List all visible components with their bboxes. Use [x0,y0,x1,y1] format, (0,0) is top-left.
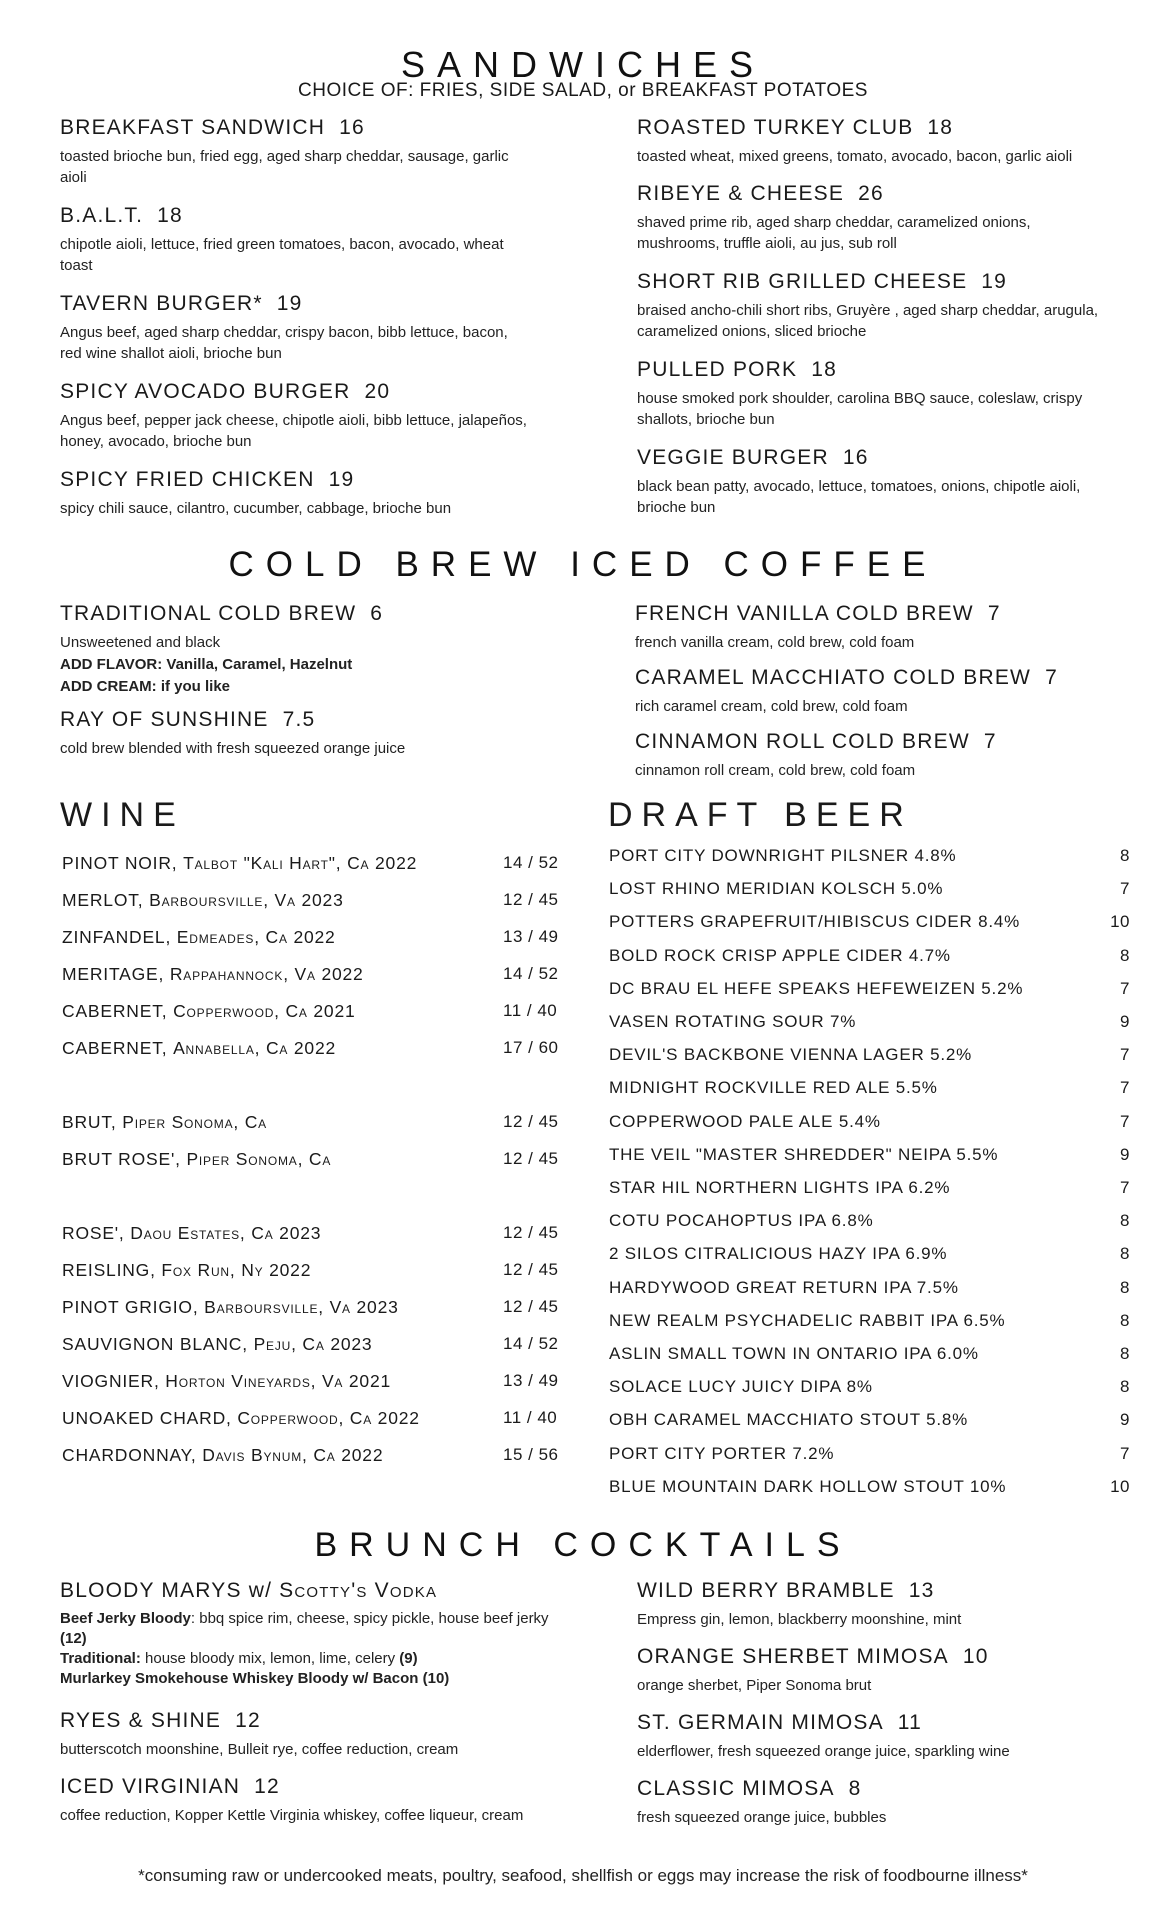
wine-item [62,1038,336,1059]
item-description: Unsweetened and black [60,634,221,651]
menu-item [635,602,1115,654]
coffee-title: COLD BREW ICED COFFEE [228,545,938,584]
menu-item [637,1777,1117,1828]
wine-producer: Davis Bynum, Ca 2022 [202,1445,384,1465]
menu-item [60,1709,550,1763]
beer-price: 8 [1120,846,1130,865]
item-description: toasted wheat, mixed greens, tomato, avocado, bacon, garlic aioli [637,148,1073,165]
beer-item: MIDNIGHT ROCKVILLE RED ALE 5.5% [609,1078,938,1098]
item-name: CLASSIC MIMOSA [637,1777,835,1800]
sandwiches-title: SANDWICHES [400,44,766,85]
beer-price: 9 [1120,1012,1130,1031]
menu-item [60,292,530,368]
wine-producer: Annabella, Ca 2022 [173,1038,337,1058]
wine-name: BRUT, [62,1112,123,1132]
item-price: 8 [848,1777,862,1800]
item-name: TRADITIONAL COLD BREW [60,602,357,625]
sandwiches-subtitle: CHOICE OF: FRIES, SIDE SALAD, or BREAKFAST POTATOES [298,80,868,101]
item-price: 16 [339,116,365,139]
menu-item [637,358,1117,434]
wine-producer: Fox Run, Ny 2022 [161,1260,312,1280]
wine-price: 11 / 40 [503,1408,558,1427]
wine-price: 14 / 52 [503,1334,559,1353]
footnote: *consuming raw or undercooked meats, poultry, seafood, shellfish or eggs may increase the risk of foodbourne illness* [138,1866,1028,1885]
menu-item [60,468,530,528]
beer-price: 8 [1120,1211,1130,1231]
beer-price: 8 [1120,945,1130,965]
item-price: 7 [983,730,997,753]
item-description: orange sherbet, Piper Sonoma brut [637,1677,872,1694]
item-price: 7 [987,602,1001,625]
beer-price: 7 [1120,1111,1130,1131]
item-price: 12 [235,1709,261,1732]
item-price: 26 [858,182,884,205]
wine-price: 12 / 45 [503,890,559,909]
sandwiches-left-column [60,116,530,540]
menu-item [60,1775,550,1826]
item-price: 10 [962,1645,989,1668]
beer-item: PORT CITY DOWNRIGHT PILSNER 4.8% [609,846,957,865]
item-name: VEGGIE BURGER [637,446,829,469]
item-description: Angus beef, aged sharp cheddar, crispy bacon, bibb lettuce, bacon, red wine shallot aioli, brioche bun [60,324,508,362]
menu-item [60,708,530,759]
wine-item [62,1260,311,1281]
wine-producer: Edmeades, Ca 2022 [176,927,336,947]
item-name: CARAMEL MACCHIATO COLD BREW [635,666,1032,689]
beer-item: POTTERS GRAPEFRUIT/HIBISCUS CIDER 8.4% [609,912,1021,932]
item-name: RAY OF SUNSHINE [60,708,269,731]
add-cream-value: if you like [156,678,231,695]
beer-item: DEVIL'S BACKBONE VIENNA LAGER 5.2% [609,1045,973,1065]
item-description: house smoked pork shoulder, carolina BBQ sauce, coleslaw, crispy shallots, brioche bun [637,390,1083,428]
bloody-option: Murlarkey Smokehouse Whiskey Bloody w/ Bacon (10) [60,1670,450,1687]
menu-item [637,1711,1117,1765]
item-description: chipotle aioli, lettuce, fried green tomatoes, bacon, avocado, wheat toast [60,236,504,274]
item-description: toasted brioche bun, fried egg, aged sharp cheddar, sausage, garlic aioli [60,148,509,186]
beer-price: 7 [1120,1443,1130,1463]
item-description: spicy chili sauce, cilantro, cucumber, cabbage, brioche bun [60,500,452,517]
sandwiches-right-column [637,116,1117,534]
item-name: RYES & SHINE [60,1709,222,1732]
wine-price: 13 / 49 [503,927,559,946]
coffee-left-column [60,602,530,771]
menu-item [60,1579,550,1697]
wine-price: 14 / 52 [503,964,559,983]
item-name: ORANGE SHERBET MIMOSA [637,1645,949,1668]
beer-item: BOLD ROCK CRISP APPLE CIDER 4.7% [609,945,951,965]
item-name: SHORT RIB GRILLED CHEESE [637,270,968,293]
menu-item [637,1645,1117,1699]
cocktails-right-column [637,1579,1117,1840]
wine-item [62,1112,267,1133]
wine-name: UNOAKED CHARD, [62,1408,238,1428]
item-price: 18 [811,358,838,381]
menu-item [60,116,530,192]
item-description: shaved prime rib, aged sharp cheddar, caramelized onions, mushrooms, truffle aioli, au jus, sub roll [637,214,1031,252]
item-description: cold brew blended with fresh squeezed orange juice [60,740,406,757]
wine-price: 13 / 49 [503,1371,559,1390]
item-description: elderflower, fresh squeezed orange juice, sparkling wine [637,1743,1010,1760]
beer-price: 9 [1120,1144,1130,1164]
item-description: braised ancho-chili short ribs, Gruyère , aged sharp cheddar, arugula, caramelized onions, sliced brioche [637,302,1099,340]
bloody-option: Traditional: house bloody mix, lemon, lime, celery (9) [60,1650,418,1667]
beer-item: VASEN ROTATING SOUR 7% [609,1012,857,1031]
wine-producer: Daou Estates, Ca 2023 [130,1223,322,1243]
item-name: B.A.L.T. [60,204,144,227]
wine-name: MERLOT, [62,890,150,910]
wine-producer: Barboursville, Va 2023 [149,890,344,910]
wine-name: REISLING, [62,1260,162,1280]
menu-item [637,446,1117,522]
item-description: black bean patty, avocado, lettuce, tomatoes, onions, chipotle aioli, brioche bun [637,478,1081,516]
item-description: cinnamon roll cream, cold brew, cold foam [635,762,916,779]
item-name: TAVERN BURGER* [60,292,263,315]
item-name: SPICY FRIED CHICKEN [60,468,315,491]
add-cream-line [60,676,530,698]
wine-producer: Horton Vineyards, Va 2021 [165,1371,392,1391]
beer-item: COPPERWOOD PALE ALE 5.4% [609,1111,881,1131]
beer-price: 8 [1120,1277,1130,1297]
item-name: ICED VIRGINIAN [60,1775,241,1798]
wine-item [62,853,417,874]
wine-item [62,1371,391,1392]
beer-item: STAR HIL NORTHERN LIGHTS IPA 6.2% [609,1178,951,1197]
item-price: 19 [276,292,303,315]
beer-item: BLUE MOUNTAIN DARK HOLLOW STOUT 10% [609,1476,1007,1496]
item-price: 19 [981,270,1008,293]
menu-item [637,270,1117,346]
item-price: 7.5 [282,708,316,731]
menu-item [635,666,1115,718]
wine-name: PINOT NOIR, [62,853,184,873]
item-price: 16 [842,446,869,469]
wine-name: PINOT GRIGIO, [62,1297,205,1317]
wine-name: CABERNET, [62,1001,174,1021]
wine-title: WINE [60,796,185,834]
menu-item [637,1579,1117,1633]
wine-producer: Rappahannock, Va 2022 [169,964,364,984]
item-description: coffee reduction, Kopper Kettle Virginia whiskey, coffee liqueur, cream [60,1807,524,1824]
item-name: ST. GERMAIN MIMOSA [637,1711,884,1734]
menu-item [60,204,530,280]
menu-item [637,116,1117,170]
wine-price: 12 / 45 [503,1112,559,1131]
beer-price: 7 [1120,1178,1130,1197]
item-name: SPICY AVOCADO BURGER [60,380,351,403]
item-price: 11 [897,1711,922,1734]
menu-item [60,602,530,696]
item-price: 20 [364,380,391,403]
beer-price: 7 [1120,1078,1130,1098]
beer-item: DC BRAU EL HEFE SPEAKS HEFEWEIZEN 5.2% [609,978,1024,998]
wine-producer: Copperwood, Ca 2021 [173,1001,356,1021]
wine-name: SAUVIGNON BLANC, [62,1334,254,1354]
wine-price: 12 / 45 [503,1149,559,1168]
item-description: french vanilla cream, cold brew, cold foam [635,634,915,651]
add-cream-label: ADD CREAM: [60,678,157,695]
wine-item [62,927,336,948]
wine-item [62,1001,356,1022]
item-name: RIBEYE & CHEESE [637,182,845,205]
beer-item: ASLIN SMALL TOWN IN ONTARIO IPA 6.0% [609,1344,979,1363]
item-price: 12 [254,1775,280,1798]
item-price: 19 [328,468,355,491]
add-flavor-line [60,654,530,676]
wine-producer: Copperwood, Ca 2022 [237,1408,420,1428]
beer-item: SOLACE LUCY JUICY DIPA 8% [609,1377,873,1397]
beer-price: 8 [1120,1310,1130,1330]
beer-item: 2 SILOS CITRALICIOUS HAZY IPA 6.9% [609,1244,948,1264]
item-price: 18 [157,204,183,227]
beer-price: 7 [1120,978,1130,998]
beer-item: OBH CARAMEL MACCHIATO STOUT 5.8% [609,1410,969,1430]
item-price: 18 [927,116,954,139]
beer-price: 7 [1120,879,1130,899]
item-description: fresh squeezed orange juice, bubbles [637,1809,887,1826]
wine-price: 17 / 60 [503,1038,559,1057]
wine-price: 12 / 45 [503,1260,559,1279]
beer-price: 8 [1120,1244,1130,1264]
item-name: FRENCH VANILLA COLD BREW [635,602,974,625]
item-name: ROASTED TURKEY CLUB [637,116,914,139]
wine-producer: Barboursville, Va 2023 [204,1297,399,1317]
beer-price: 10 [1110,912,1130,932]
wine-producer: Piper Sonoma, Ca [186,1149,332,1169]
beer-item: COTU POCAHOPTUS IPA 6.8% [609,1211,874,1231]
wine-item [62,1334,372,1355]
add-flavor-label: ADD FLAVOR: [60,656,163,673]
item-price: 13 [908,1579,935,1602]
beer-price: 9 [1120,1410,1130,1430]
bloody-option: Beef Jerky Bloody: bbq spice rim, cheese, spicy pickle, house beef jerky (12) [60,1610,549,1647]
item-description: Empress gin, lemon, blackberry moonshine, mint [637,1611,962,1628]
menu-item [60,380,530,456]
beer-price: 8 [1120,1377,1130,1397]
beer-item: HARDYWOOD GREAT RETURN IPA 7.5% [609,1277,959,1297]
cocktails-left-column [60,1579,550,1838]
beer-item: NEW REALM PSYCHADELIC RABBIT IPA 6.5% [609,1310,1006,1330]
coffee-right-column [635,602,1115,793]
beer-item: PORT CITY PORTER 7.2% [609,1443,835,1463]
beer-price: 7 [1120,1045,1130,1065]
item-description: rich caramel cream, cold brew, cold foam [635,698,908,715]
item-price: 7 [1045,666,1058,689]
wine-name: ROSE', [62,1223,131,1243]
wine-name: ZINFANDEL, [62,927,177,947]
beer-price: 10 [1110,1476,1130,1496]
wine-price: 12 / 45 [503,1223,559,1242]
item-description: Angus beef, pepper jack cheese, chipotle aioli, bibb lettuce, jalapeños, honey, avocado, brioche bun [60,412,527,450]
wine-price: 12 / 45 [503,1297,559,1316]
wine-item [62,1297,399,1318]
beer-price: 8 [1120,1344,1130,1363]
cocktails-title: BRUNCH COCKTAILS [314,1526,852,1564]
wine-item [62,1149,331,1170]
menu-item [635,730,1115,781]
item-description: butterscotch moonshine, Bulleit rye, coffee reduction, cream [60,1741,459,1758]
beer-item: THE VEIL "MASTER SHREDDER" NEIPA 5.5% [609,1144,999,1164]
wine-name: MERITAGE, [62,964,170,984]
wine-item [62,964,364,985]
item-name: PULLED PORK [637,358,798,381]
wine-producer: Piper Sonoma, Ca [122,1112,267,1132]
menu-item [637,182,1117,258]
wine-price: 11 / 40 [503,1001,558,1020]
item-name: CINNAMON ROLL COLD BREW [635,730,970,753]
wine-name: VIOGNIER, [62,1371,166,1391]
wine-price: 15 / 56 [503,1445,559,1464]
beer-title: DRAFT BEER [608,796,913,834]
wine-producer: Peju, Ca 2023 [253,1334,373,1354]
item-name: BLOODY MARYS w/ [60,1579,280,1602]
wine-name: CABERNET, [62,1038,174,1058]
wine-name: CHARDONNAY, [62,1445,203,1465]
item-name: BREAKFAST SANDWICH [60,116,326,139]
beer-item: LOST RHINO MERIDIAN KOLSCH 5.0% [609,879,944,899]
item-name-vodka: Scotty's Vodka [279,1579,438,1602]
wine-producer: Talbot "Kali Hart", Ca 2022 [183,853,418,873]
wine-item [62,890,344,911]
wine-item [62,1223,321,1244]
wine-item [62,1408,420,1429]
wine-name: BRUT ROSE', [62,1149,187,1169]
item-price: 6 [370,602,384,625]
add-flavor-value: Vanilla, Caramel, Hazelnut [162,656,353,673]
wine-price: 14 / 52 [503,853,559,872]
wine-item [62,1445,383,1466]
item-name: WILD BERRY BRAMBLE [637,1579,895,1602]
